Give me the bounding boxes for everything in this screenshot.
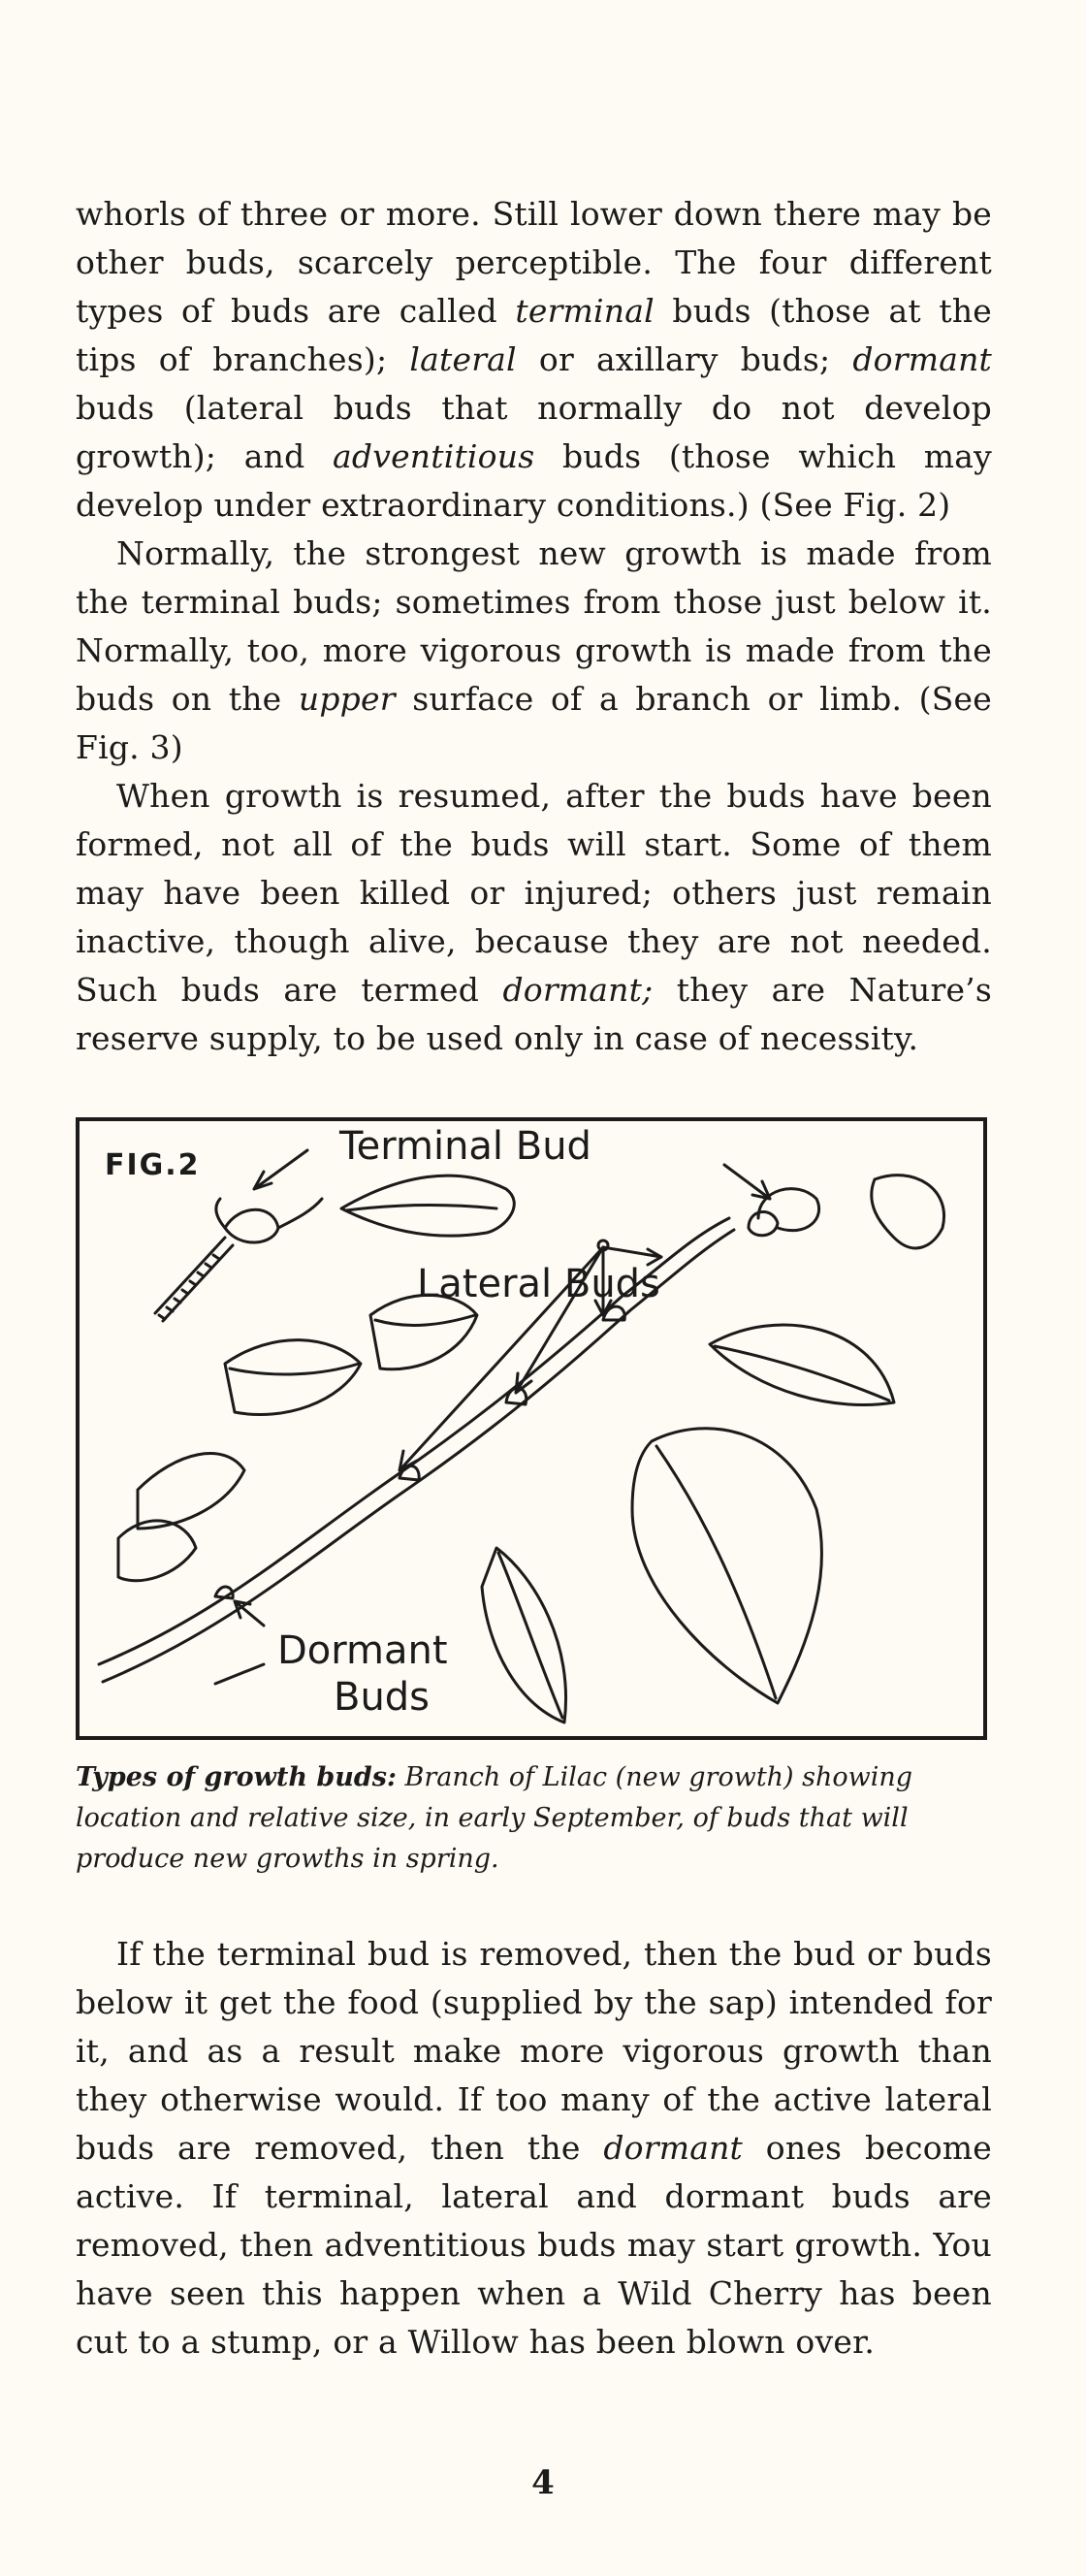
leaf-top-right (872, 1175, 944, 1248)
caption-lead: Types of growth buds: (76, 1762, 397, 1792)
italic-term: upper (298, 680, 396, 718)
terminal-buds-cluster (749, 1212, 778, 1236)
text-run: they are Nature’s reserve supply, to be used only in case of necessity. (76, 971, 992, 1057)
leaf-left (138, 1454, 244, 1529)
dormant-buds-label-line1: Dormant (277, 1628, 448, 1673)
paragraph (76, 530, 992, 772)
dormant-arrow (235, 1601, 264, 1626)
text-run: buds (those at the tips of branches); (76, 292, 993, 378)
terminal-bud-detail (225, 1209, 278, 1242)
italic-term: dormant; (502, 971, 654, 1009)
italic-term: dormant (603, 2129, 744, 2167)
lateral-buds-label: Lateral Buds (417, 1262, 660, 1306)
text-run: surface of a branch or limb. (See Fig. 3) (76, 680, 992, 766)
italic-term: adventitious (333, 437, 535, 475)
figure-2 (76, 1117, 987, 1740)
text-run: buds (lateral buds that normally do not develop growth); and (76, 389, 992, 475)
dormant-arrow-2 (215, 1664, 264, 1684)
text-run: If the terminal bud is removed, then the bud or buds below it get the food (supplied by the sap) intended for it, and as a result make more vigorous growth than they otherwise would. If too many of the active lateral buds are removed, then the (76, 1935, 992, 2167)
figure-label: FIG.2 (105, 1148, 201, 1182)
text-run: Normally, the strongest new growth is made from the terminal buds; sometimes from those just below it. Normally, too, more vigorous growth is made from the buds on the (76, 534, 992, 718)
paragraph (76, 190, 992, 530)
text-run: ones become active. If terminal, lateral and dormant buds are removed, then adventitious buds may start growth. You have seen this happen when a Wild Cherry has been cut to a stump, or a Willow has been blown over. (76, 2129, 993, 2361)
body-text-bottom (76, 1930, 992, 2367)
italic-term: lateral (409, 340, 517, 378)
text-run: buds (those which may develop under extraordinary conditions.) (See Fig. 2) (76, 437, 992, 524)
text-run: whorls of three or more. Still lower down there may be other buds, scarcely perceptible. The four different types of buds are called (76, 195, 992, 330)
leaf-right (710, 1325, 894, 1405)
text-run: When growth is resumed, after the buds have been formed, not all of the buds will start. Some of them may have been killed or injured; others just remain inactive, though alive, because they are not needed. Such buds are termed (76, 777, 992, 1009)
leaf-left-lower (118, 1521, 196, 1581)
dormant-buds-label-line2: Buds (334, 1675, 431, 1720)
leaf-upper-left (225, 1340, 361, 1415)
leaf-lower-right (632, 1429, 821, 1703)
italic-term: dormant (852, 340, 992, 378)
caption-text: Branch of Lilac (new growth) showing location and relative size, in early September, of buds that will produce new growths in spring. (76, 1762, 913, 1874)
paragraph (76, 1930, 992, 2367)
terminal-arrow-left (254, 1150, 307, 1189)
figure-caption (76, 1757, 992, 1880)
terminal-bud-label: Terminal Bud (339, 1124, 591, 1169)
lilac-branch-illustration (80, 1121, 983, 1736)
page-number: 4 (531, 2463, 555, 2502)
italic-term: terminal (515, 292, 655, 330)
body-text-top (76, 190, 992, 1063)
paragraph (76, 772, 992, 1063)
text-run: or axillary buds; (516, 340, 853, 378)
twig-hatch (159, 1255, 219, 1319)
terminal-arrow-right (724, 1165, 770, 1199)
